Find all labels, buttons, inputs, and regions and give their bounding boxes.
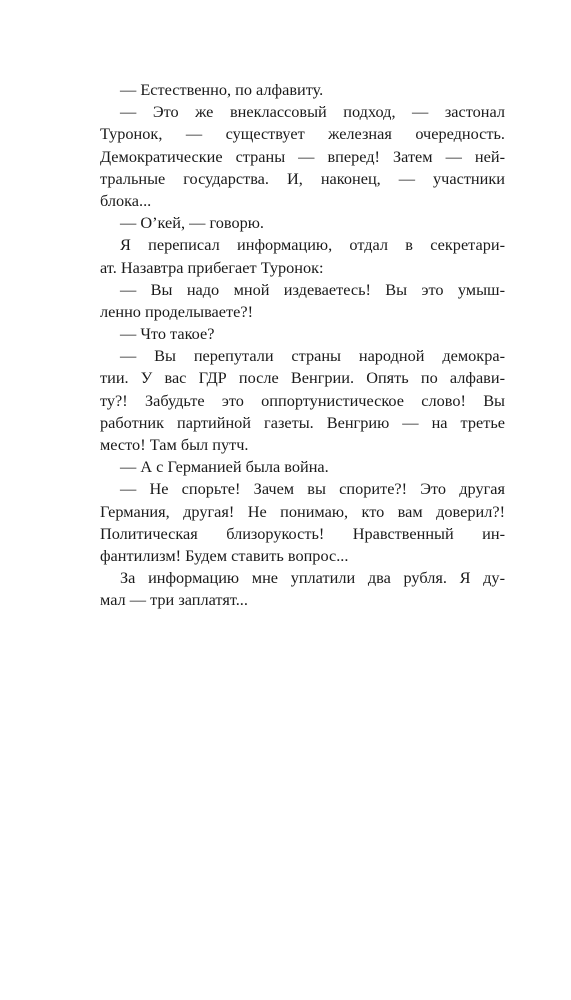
text-line: — Естественно, по алфавиту. <box>120 80 324 99</box>
text-line: — Это же внеклассовый подход, — застонал <box>120 102 505 122</box>
text-line: работник партийной газеты. Венгрию — на третье <box>100 412 505 432</box>
text-line: Демократические страны — вперед! Затем — ней- <box>100 146 505 166</box>
text-line: — А с Германией была война. <box>120 457 329 477</box>
paragraph-4 <box>100 234 505 278</box>
paragraph-6 <box>100 323 505 345</box>
text-line: — Вы надо мной издеваетесь! Вы это умыш- <box>120 279 505 299</box>
text-line: — О’кей, — говорю. <box>120 213 264 233</box>
text-line: тии. У вас ГДР после Венгрии. Опять по алфави- <box>100 368 505 388</box>
text-line: мал — три заплатят... <box>100 590 248 610</box>
text-line: ленно проделываете?! <box>100 301 254 321</box>
book-page-text <box>100 79 505 612</box>
text-line: — Вы перепутали страны народной демокра- <box>120 346 505 366</box>
paragraph-9 <box>100 478 505 567</box>
text-line: Германия, другая! Не понимаю, кто вам доверил?! <box>100 501 505 521</box>
text-line: фантилизм! Будем ставить вопрос... <box>100 545 349 565</box>
text-line: — Что такое? <box>120 324 215 344</box>
paragraph-3 <box>100 212 505 234</box>
text-line: ат. Назавтра прибегает Туронок: <box>100 257 324 277</box>
paragraph-2 <box>100 101 505 212</box>
text-line: Политическая близорукость! Нравственный ин- <box>100 523 505 543</box>
text-line: место! Там был путч. <box>100 435 249 454</box>
paragraph-7 <box>100 345 505 456</box>
text-line: блока... <box>100 190 152 210</box>
text-line: Туронок, — существует железная очередность. <box>100 124 505 144</box>
text-line: ту?! Забудьте это оппортунистическое слово! Вы <box>100 390 505 410</box>
paragraph-5 <box>100 279 505 323</box>
text-line: — Не спорьте! Зачем вы спорите?! Это другая <box>120 479 505 499</box>
text-line: За информацию мне уплатили два рубля. Я ду- <box>120 568 505 588</box>
paragraph-10 <box>100 567 505 611</box>
text-line: Я переписал информацию, отдал в секретари- <box>120 235 505 255</box>
paragraph-8 <box>100 456 505 478</box>
text-line: тральные государства. И, наконец, — участники <box>100 168 505 188</box>
paragraph-1 <box>100 79 505 101</box>
